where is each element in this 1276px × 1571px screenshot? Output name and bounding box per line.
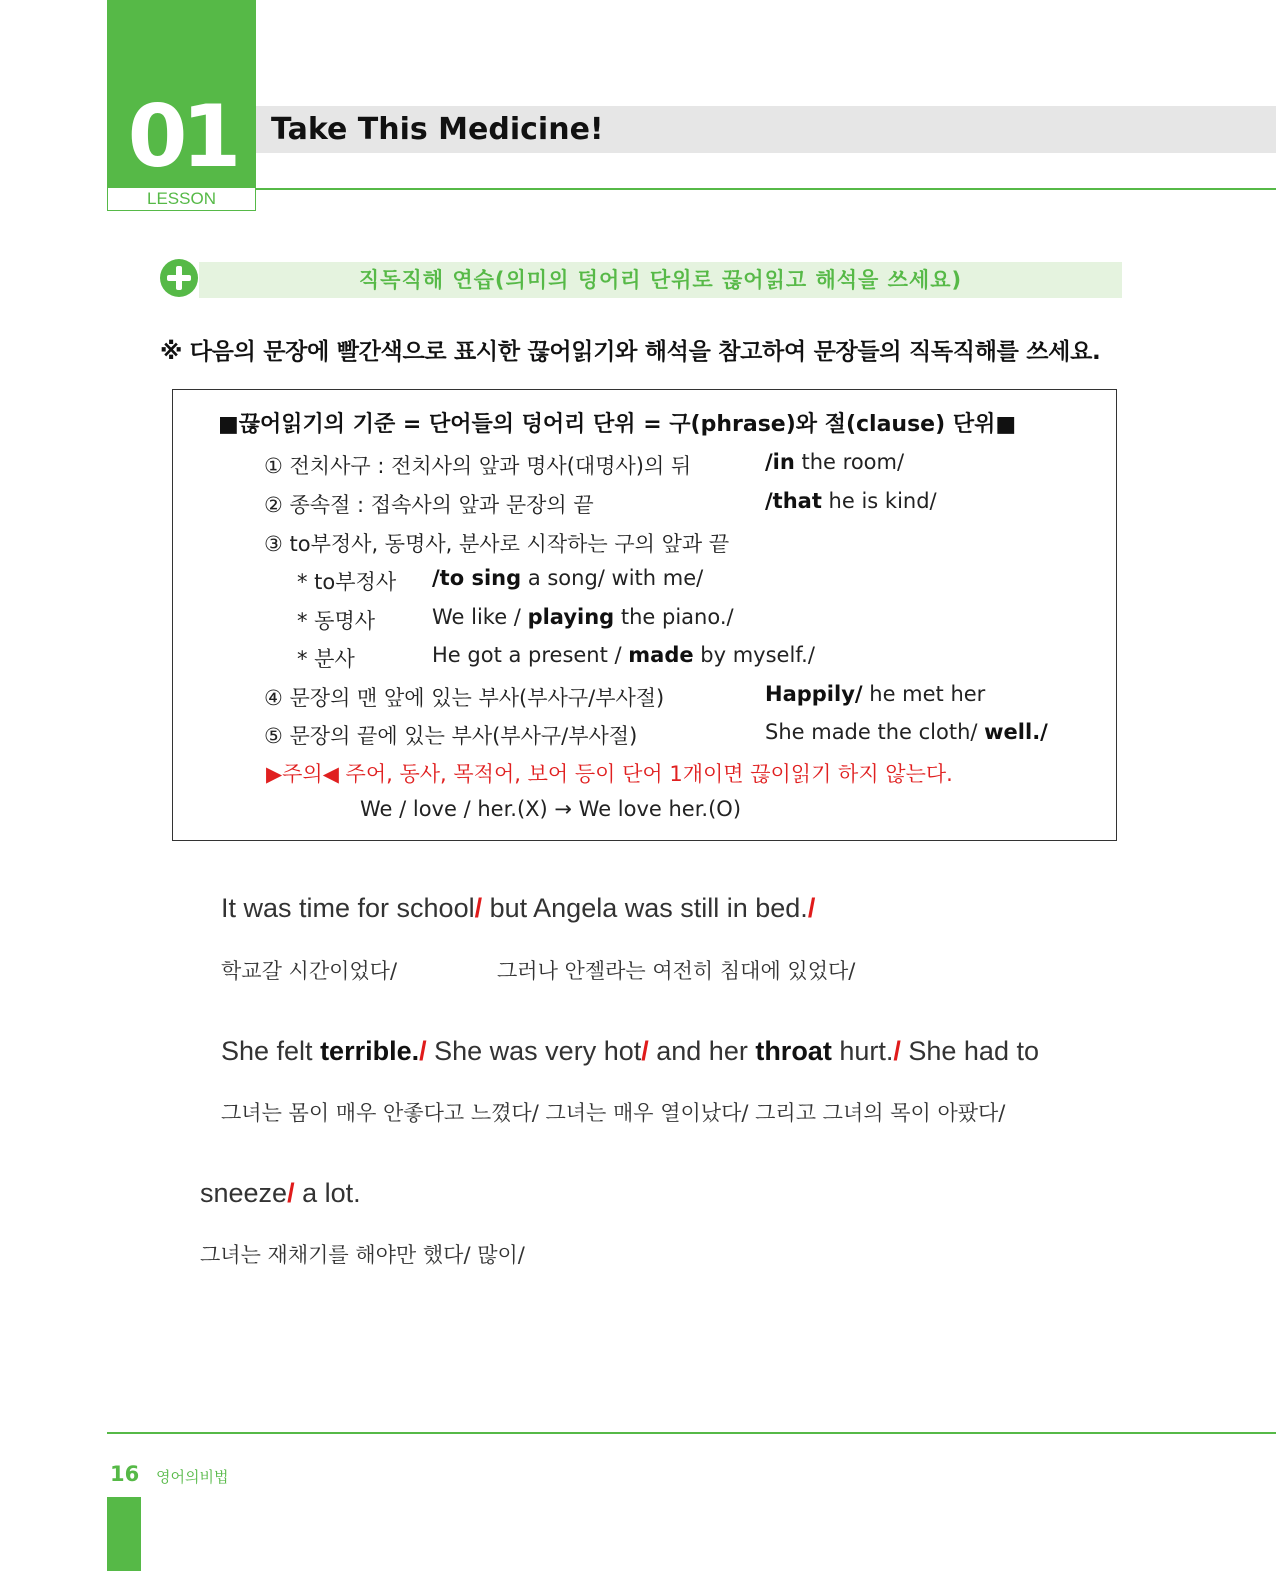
section-title: 직독직해 연습(의미의 덩어리 단위로 끊어읽고 해석을 쓰세요) — [358, 268, 963, 292]
rule-3-sub-1-example — [432, 566, 703, 590]
sentence-2-part: She felt — [221, 1036, 321, 1066]
rule-2-label: ② 종속절 : 접속사의 앞과 문장의 끝 — [264, 493, 594, 517]
sentence-2-bold: throat — [755, 1036, 832, 1066]
sub-3-bold: made — [628, 643, 694, 667]
rule-4-rest: he met her — [862, 682, 986, 706]
sentence-3 — [200, 1178, 361, 1209]
rule-5-bold: well./ — [984, 720, 1048, 744]
sub-3-rest: by myself./ — [693, 643, 815, 667]
sub-2-pre: We like / — [432, 605, 528, 629]
translation-1b: 그러나 안젤라는 여전히 침대에 있었다/ — [497, 959, 856, 983]
book-title: 영어의비법 — [156, 1468, 229, 1486]
rule-3-sub-1-label: * to부정사 — [297, 570, 397, 594]
rules-heading: ■끊어읽기의 기준 = 단어들의 덩어리 단위 = 구(phrase)와 절(clause) 단위■ — [218, 412, 1017, 437]
translation-1a: 학교갈 시간이었다/ — [221, 959, 398, 983]
rule-5-label: ⑤ 문장의 끝에 있는 부사(부사구/부사절) — [264, 724, 638, 748]
rule-1-example-rest: the room/ — [794, 450, 905, 474]
footer-divider — [107, 1432, 1276, 1434]
rule-3-sub-3-label: * 분사 — [297, 647, 355, 671]
sub-1-rest: a song/ with me/ — [521, 566, 704, 590]
sentence-2-part: hurt. — [831, 1036, 894, 1066]
caution-note: ▶주의◀ 주어, 동사, 목적어, 보어 등이 단어 1개이면 끊이읽기 하지 않는다. — [266, 762, 953, 786]
rule-5-example — [765, 720, 1048, 744]
break-slash: / — [807, 893, 816, 923]
rule-2-example-rest: he is kind/ — [821, 489, 937, 513]
sentence-2-bold: terrible. — [320, 1036, 420, 1066]
sentence-1 — [221, 893, 815, 924]
header-divider — [256, 188, 1276, 190]
rule-1-label: ① 전치사구 : 전치사의 앞과 명사(대명사)의 뒤 — [264, 454, 692, 478]
rule-3-label: ③ to부정사, 동명사, 분사로 시작하는 구의 앞과 끝 — [264, 532, 730, 556]
sentence-3-part: a lot. — [294, 1178, 361, 1208]
sub-3-pre: He got a present / — [432, 643, 629, 667]
rule-2-example-bold: /that — [765, 489, 822, 513]
rule-3-sub-2-example — [432, 605, 734, 629]
sub-2-rest: the piano./ — [614, 605, 734, 629]
plus-icon-bar — [176, 266, 182, 290]
rule-5-pre: She made the cloth/ — [765, 720, 985, 744]
page-number: 16 — [110, 1462, 140, 1486]
lesson-number: 01 — [127, 87, 236, 187]
rule-4-bold: Happily/ — [765, 682, 863, 706]
sentence-2-part: and her — [648, 1036, 756, 1066]
footer-accent-block — [107, 1497, 141, 1571]
rule-4-label: ④ 문장의 맨 앞에 있는 부사(부사구/부사절) — [264, 686, 665, 710]
rule-3-sub-3-example — [432, 643, 815, 667]
rule-1-example-bold: /in — [765, 450, 795, 474]
instruction-text: ※ 다음의 문장에 빨간색으로 표시한 끊어읽기와 해석을 참고하여 문장들의 직독직해를 쓰세요. — [160, 339, 1101, 365]
sub-1-bold: /to sing — [432, 566, 522, 590]
translation-2: 그녀는 몸이 매우 안좋다고 느꼈다/ 그녀는 매우 열이났다/ 그리고 그녀의 목이 아팠다/ — [221, 1101, 1006, 1125]
rule-3-sub-2-label: * 동명사 — [297, 609, 376, 633]
break-slash: / — [419, 1036, 427, 1066]
break-slash: / — [641, 1036, 649, 1066]
rule-1-example — [765, 450, 904, 474]
sentence-2 — [221, 1036, 1039, 1067]
sentence-3-part: sneeze — [200, 1178, 288, 1208]
page-title: Take This Medicine! — [271, 112, 604, 147]
sentence-2-part: She was very hot — [426, 1036, 642, 1066]
sentence-2-part: She had to — [900, 1036, 1039, 1066]
lesson-label: LESSON — [107, 188, 256, 211]
sub-2-bold: playing — [527, 605, 615, 629]
rule-2-example — [765, 489, 937, 513]
caution-example: We / love / her.(X) → We love her.(O) — [360, 797, 742, 821]
translation-3: 그녀는 재채기를 해야만 했다/ 많이/ — [200, 1243, 525, 1267]
break-slash: / — [474, 893, 483, 923]
break-slash: / — [287, 1178, 295, 1208]
sentence-1-part: but Angela was still in bed. — [482, 893, 808, 923]
sentence-1-part: It was time for school — [221, 893, 475, 923]
rule-4-example — [765, 682, 985, 706]
break-slash: / — [893, 1036, 901, 1066]
